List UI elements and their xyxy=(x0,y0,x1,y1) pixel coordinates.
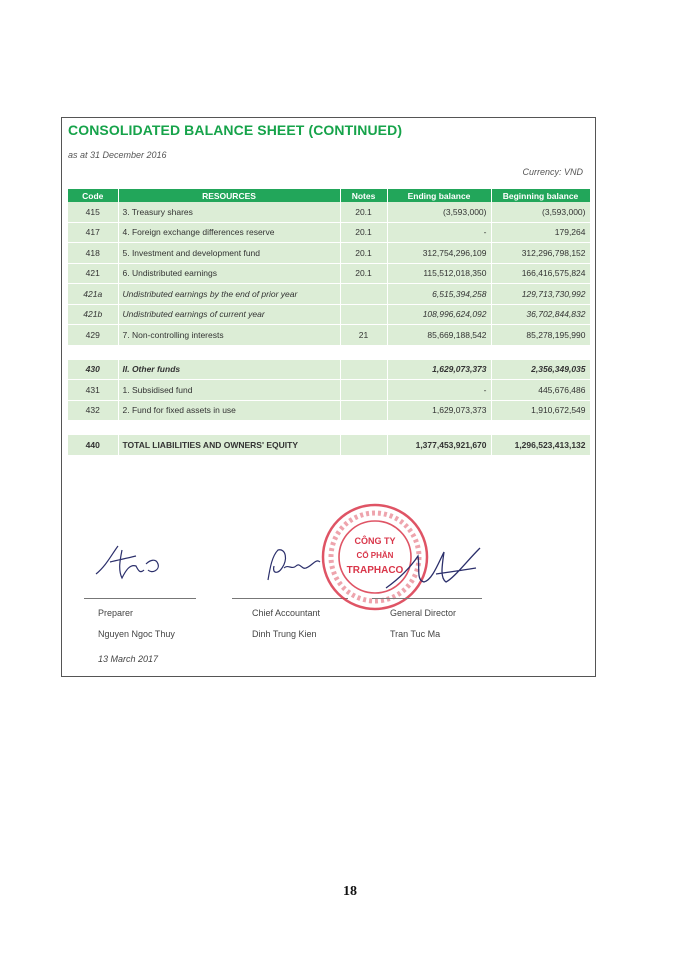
cell-notes xyxy=(340,421,387,436)
cell-beginning-balance: 166,416,575,824 xyxy=(491,263,590,284)
cell-ending-balance: 1,629,073,373 xyxy=(387,400,491,421)
cell-resource: 3. Treasury shares xyxy=(118,202,340,222)
table-row xyxy=(68,325,590,346)
cell-beginning-balance: 36,702,844,832 xyxy=(491,304,590,325)
cell-ending-balance: 85,669,188,542 xyxy=(387,325,491,346)
table-row xyxy=(68,435,590,455)
cell-resource: 2. Fund for fixed assets in use xyxy=(118,400,340,421)
table-spacer-row xyxy=(68,421,590,436)
cell-resource: 1. Subsidised fund xyxy=(118,380,340,401)
cell-beginning-balance: 1,910,672,549 xyxy=(491,400,590,421)
cell-notes xyxy=(340,360,387,380)
cell-resource: TOTAL LIABILITIES AND OWNERS' EQUITY xyxy=(118,435,340,455)
cell-beginning-balance: 2,356,349,035 xyxy=(491,360,590,380)
cell-code: 429 xyxy=(68,325,118,346)
cell-beginning-balance: 129,713,730,992 xyxy=(491,284,590,305)
cell-notes xyxy=(340,284,387,305)
cell-notes xyxy=(340,380,387,401)
cell-resource: Undistributed earnings by the end of prior year xyxy=(118,284,340,305)
cell-ending-balance: 1,629,073,373 xyxy=(387,360,491,380)
accountant-name: Dinh Trung Kien xyxy=(252,629,317,639)
currency-note: Currency: VND xyxy=(522,167,583,177)
stamp-line-3: TRAPHACO xyxy=(346,565,404,576)
table-spacer-row xyxy=(68,345,590,360)
table-row xyxy=(68,380,590,401)
cell-resource: 5. Investment and development fund xyxy=(118,243,340,264)
balance-sheet-table xyxy=(68,189,591,456)
cell-beginning-balance xyxy=(491,421,590,436)
table-row xyxy=(68,360,590,380)
cell-notes: 21 xyxy=(340,325,387,346)
cell-notes: 20.1 xyxy=(340,222,387,243)
cell-code: 421 xyxy=(68,263,118,284)
cell-ending-balance: - xyxy=(387,380,491,401)
cell-resource: 7. Non-controlling interests xyxy=(118,325,340,346)
preparer-signature-icon xyxy=(88,536,178,586)
cell-notes xyxy=(340,400,387,421)
page-title: CONSOLIDATED BALANCE SHEET (CONTINUED) xyxy=(68,122,403,138)
director-role: General Director xyxy=(390,608,457,618)
director-signature-icon xyxy=(380,538,490,598)
column-header-code: Code xyxy=(68,189,118,202)
column-header-resources: RESOURCES xyxy=(118,189,340,202)
cell-code xyxy=(68,421,118,436)
cell-notes xyxy=(340,435,387,455)
cell-beginning-balance: 179,264 xyxy=(491,222,590,243)
cell-beginning-balance: 85,278,195,990 xyxy=(491,325,590,346)
cell-beginning-balance: 1,296,523,413,132 xyxy=(491,435,590,455)
column-header-ending-balance: Ending balance xyxy=(387,189,491,202)
table-row xyxy=(68,243,590,264)
table-row xyxy=(68,304,590,325)
page-number: 18 xyxy=(343,884,357,899)
cell-beginning-balance: 312,296,798,152 xyxy=(491,243,590,264)
table-row xyxy=(68,202,590,222)
cell-notes: 20.1 xyxy=(340,263,387,284)
preparer-name: Nguyen Ngoc Thuy xyxy=(98,629,175,639)
cell-notes xyxy=(340,345,387,360)
cell-ending-balance xyxy=(387,421,491,436)
accountant-role: Chief Accountant xyxy=(252,608,321,618)
report-date: as at 31 December 2016 xyxy=(68,150,167,160)
cell-code: 418 xyxy=(68,243,118,264)
cell-resource xyxy=(118,345,340,360)
cell-code: 415 xyxy=(68,202,118,222)
cell-beginning-balance xyxy=(491,345,590,360)
column-header-beginning-balance: Beginning balance xyxy=(491,189,590,202)
cell-code: 432 xyxy=(68,400,118,421)
cell-beginning-balance: (3,593,000) xyxy=(491,202,590,222)
cell-ending-balance: 312,754,296,109 xyxy=(387,243,491,264)
stamp-line-1: CÔNG TY xyxy=(354,536,396,546)
table-body xyxy=(68,202,590,455)
director-name: Tran Tuc Ma xyxy=(390,629,441,639)
balance-sheet-frame xyxy=(61,117,596,677)
cell-ending-balance: - xyxy=(387,222,491,243)
cell-notes xyxy=(340,304,387,325)
cell-notes: 20.1 xyxy=(340,202,387,222)
table-row xyxy=(68,400,590,421)
cell-resource: Undistributed earnings of current year xyxy=(118,304,340,325)
cell-ending-balance: 115,512,018,350 xyxy=(387,263,491,284)
cell-resource: II. Other funds xyxy=(118,360,340,380)
cell-resource xyxy=(118,421,340,436)
cell-ending-balance: (3,593,000) xyxy=(387,202,491,222)
cell-ending-balance: 6,515,394,258 xyxy=(387,284,491,305)
cell-resource: 6. Undistributed earnings xyxy=(118,263,340,284)
cell-ending-balance: 108,996,624,092 xyxy=(387,304,491,325)
cell-code: 440 xyxy=(68,435,118,455)
cell-code xyxy=(68,345,118,360)
cell-code: 421a xyxy=(68,284,118,305)
cell-code: 417 xyxy=(68,222,118,243)
table-row xyxy=(68,284,590,305)
signing-date: 13 March 2017 xyxy=(98,654,159,664)
cell-resource: 4. Foreign exchange differences reserve xyxy=(118,222,340,243)
cell-code: 421b xyxy=(68,304,118,325)
cell-code: 431 xyxy=(68,380,118,401)
table-row xyxy=(68,263,590,284)
stamp-line-2: CỔ PHẦN xyxy=(356,551,394,560)
preparer-sign-line xyxy=(84,598,196,599)
cell-beginning-balance: 445,676,486 xyxy=(491,380,590,401)
table-row xyxy=(68,222,590,243)
director-sign-line xyxy=(372,598,482,599)
cell-code: 430 xyxy=(68,360,118,380)
cell-notes: 20.1 xyxy=(340,243,387,264)
table-header-row xyxy=(68,189,590,202)
cell-ending-balance xyxy=(387,345,491,360)
preparer-role: Preparer xyxy=(98,608,134,618)
column-header-notes: Notes xyxy=(340,189,387,202)
cell-ending-balance: 1,377,453,921,670 xyxy=(387,435,491,455)
